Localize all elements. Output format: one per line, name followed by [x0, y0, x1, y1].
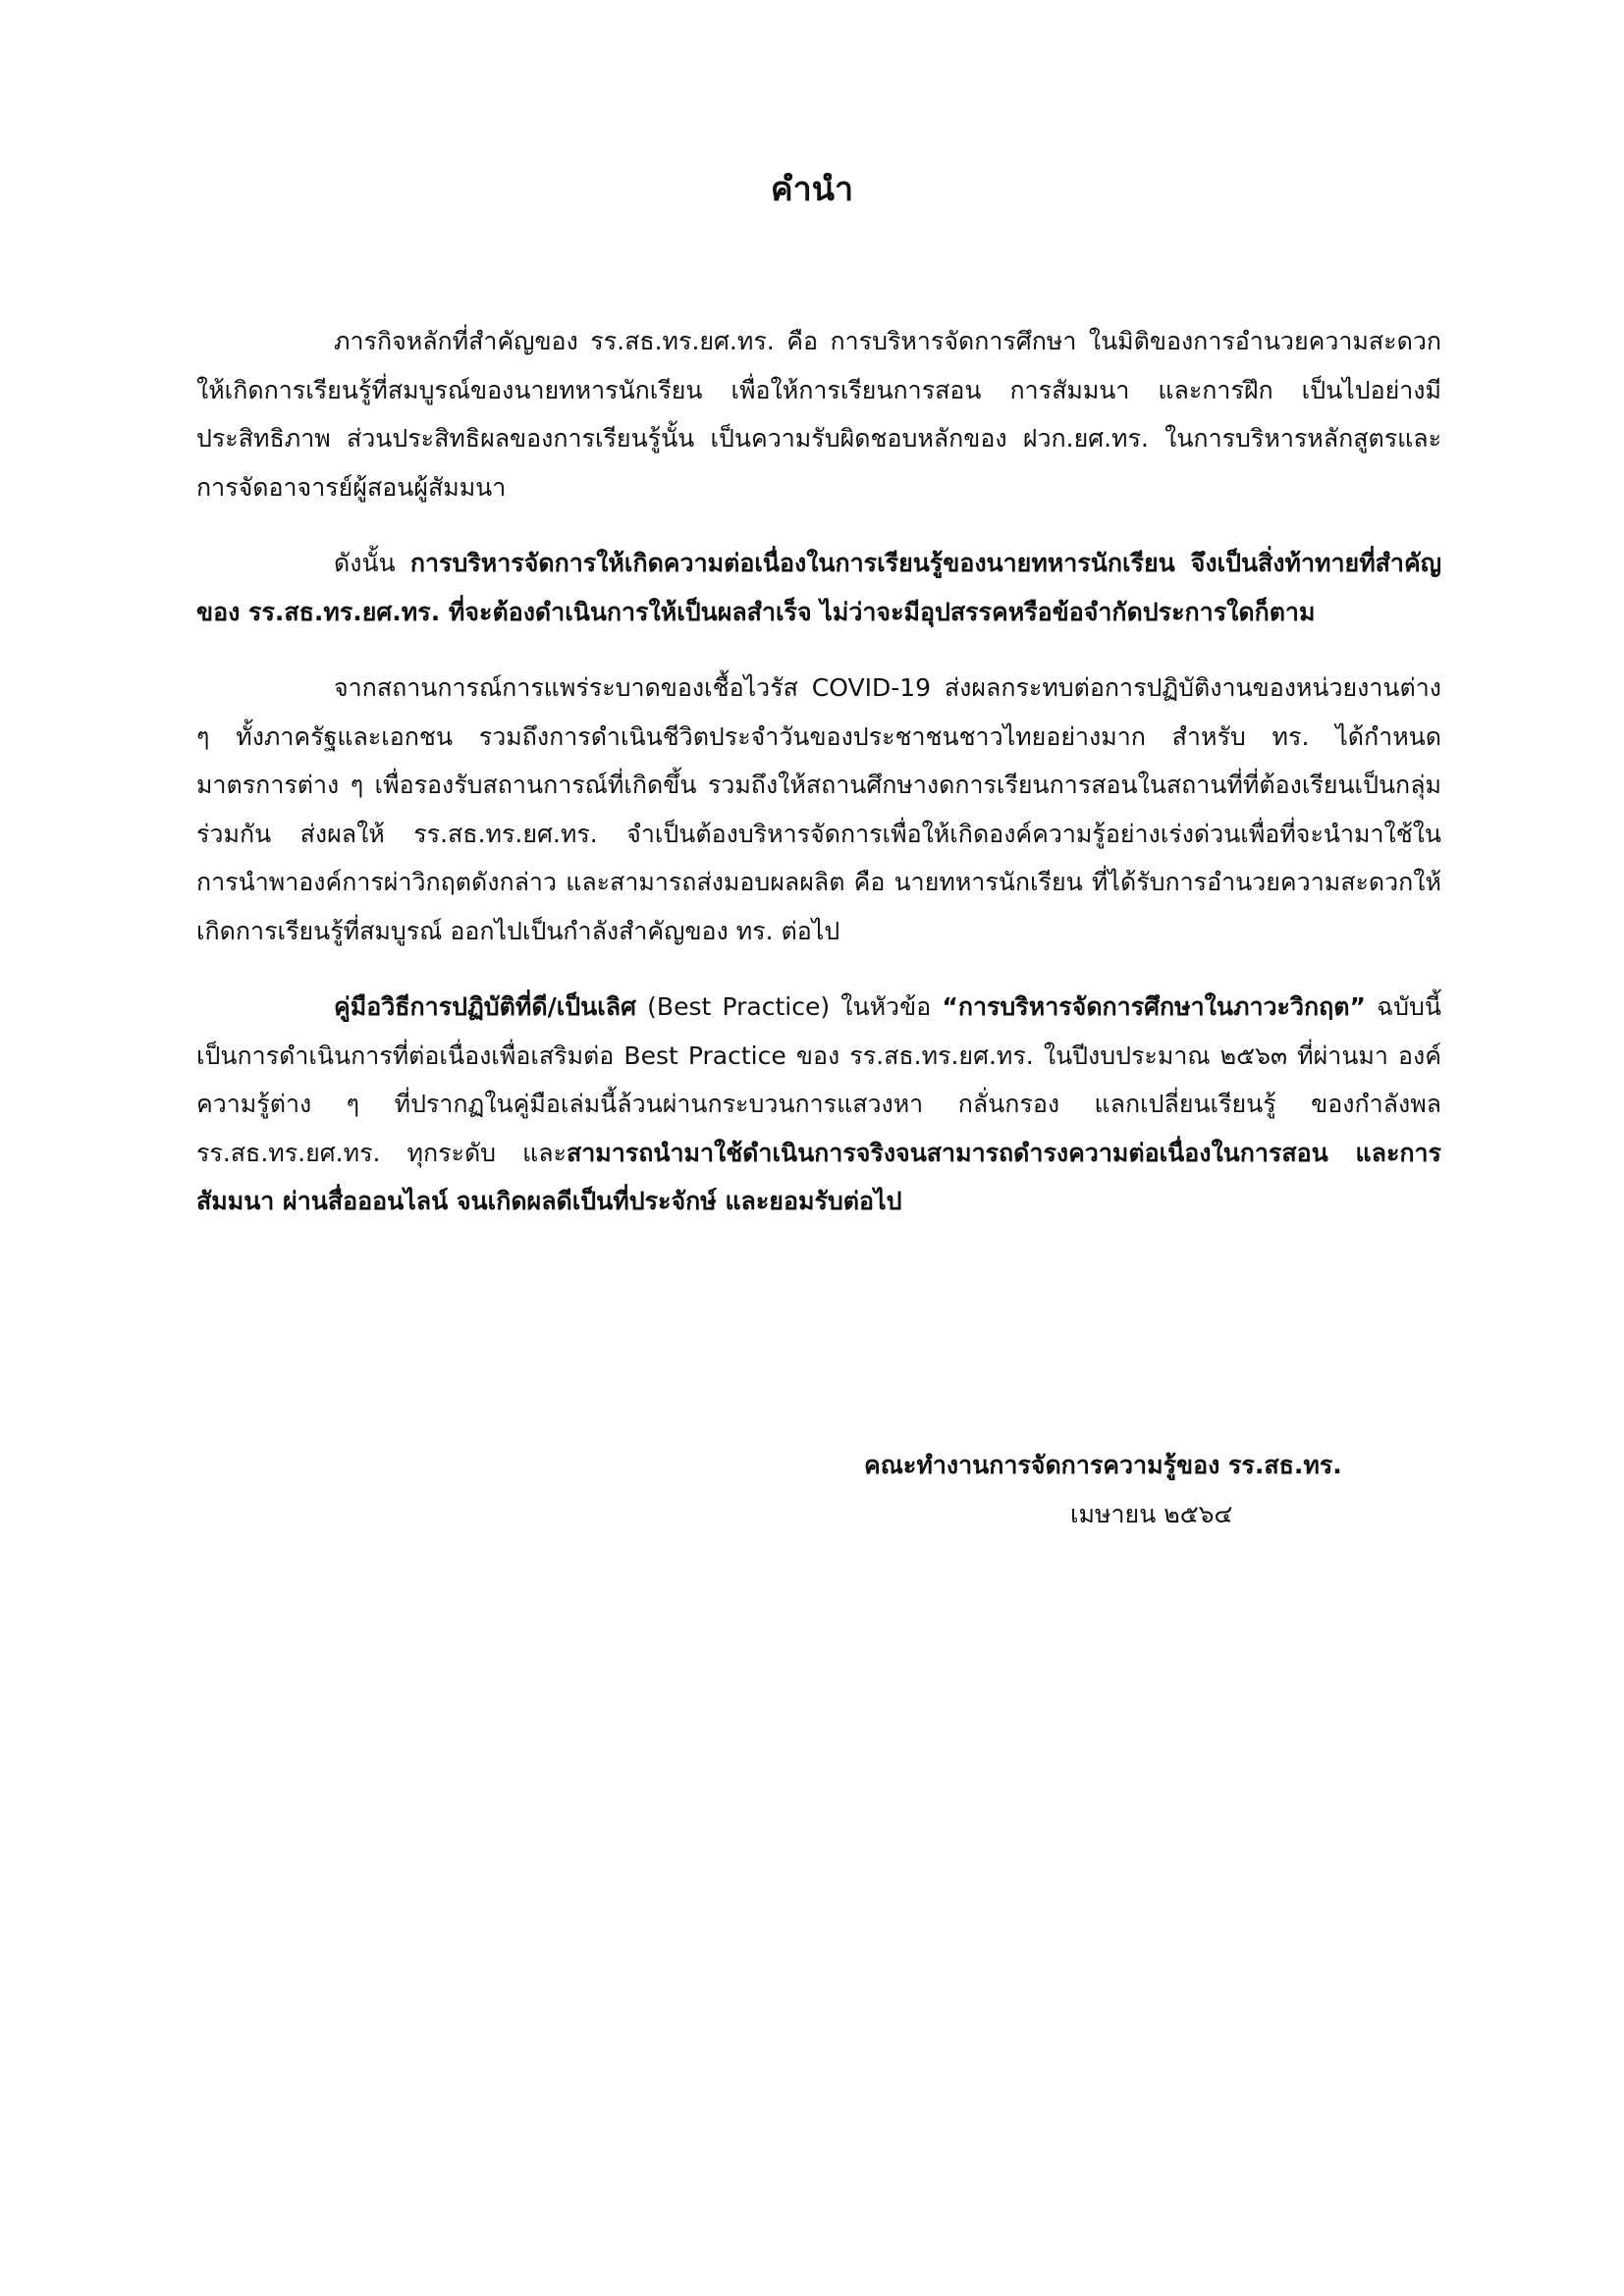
paragraph-3 — [196, 664, 1441, 955]
paragraph-1 — [196, 317, 1441, 511]
paragraph-3-text: จากสถานการณ์การแพร่ระบาดของเชื้อไวรัส COVID-19 ส่งผลกระทบต่อการปฏิบัติงานของหน่วยงานต่าง ๆ ทั้งภาครัฐและเอกชน รวมถึงการดำเนินชีวิตประจำวันของประชาชนชาวไทยอย่างมาก สำหรับ ทร. ได้กำหนดมาตรการต่าง ๆ เพื่อรองรับสถานการณ์ที่เกิดขึ้น รวมถึงให้สถานศึกษางดการเรียนการสอนในสถานที่ที่ต้องเรียนเป็นกลุ่มร่วมกัน ส่งผลให้ รร.สธ.ทร.ยศ.ทร. จำเป็นต้องบริหารจัดการเพื่อให้เกิดองค์ความรู้อย่างเร่งด่วนเพื่อที่จะนำมาใช้ในการนำพาองค์การผ่าวิกฤตดังกล่าว และสามารถส่งมอบผลผลิต คือ นายทหารนักเรียน ที่ได้รับการอำนวยความสะดวกให้เกิดการเรียนรู้ที่สมบูรณ์ ออกไปเป็นกำลังสำคัญของ ทร. ต่อไป — [196, 673, 1441, 945]
paragraph-2-emphasis: การบริหารจัดการให้เกิดความต่อเนื่องในการเรียนรู้ของนายทหารนักเรียน จึงเป็นสิ่งท้าทายที่สำคัญของ รร.สธ.ทร.ยศ.ทร. ที่จะต้องดำเนินการให้เป็นผลสำเร็จ ไม่ว่าจะมีอุปสรรคหรือข้อจำกัดประการใดก็ตาม — [196, 549, 1441, 626]
page-title: คำนำ — [770, 170, 854, 209]
paragraph-1-text: ภารกิจหลักที่สำคัญของ รร.สธ.ทร.ยศ.ทร. คือ การบริหารจัดการศึกษา ในมิติของการอำนวยความสะดวกให้เกิดการเรียนรู้ที่สมบูรณ์ของนายทหารนักเรียน เพื่อให้การเรียนการสอน การสัมมนา และการฝึก เป็นไปอย่างมีประสิทธิภาพ ส่วนประสิทธิผลของการเรียนรู้นั้น เป็นความรับผิดชอบหลักของ ฝวก.ยศ.ทร. ในการบริหารหลักสูตรและการจัดอาจารย์ผู้สอนผู้สัมมนา — [196, 327, 1441, 502]
document-body — [196, 317, 1441, 1254]
paragraph-2 — [196, 539, 1441, 636]
paragraph-4 — [196, 983, 1441, 1226]
paragraph-4-text-2: ฉบับนี้ เป็นการดำเนินการที่ต่อเนื่องเพื่อเสริมต่อ Best Practice ของ รร.สธ.ทร.ยศ.ทร. ในปีงบประมาณ ๒๕๖๓ ที่ผ่านมา องค์ความรู้ต่าง ๆ ที่ปรากฏในคู่มือเล่มนี้ล้วนผ่านกระบวนการแสวงหา กลั่นกรอง แลกเปลี่ยนเรียนรู้ ของกำลังพล รร.สธ.ทร.ยศ.ทร. ทุกระดับ และ — [196, 992, 1441, 1167]
paragraph-4-text-1: (Best Practice) ในหัวข้อ — [635, 992, 943, 1021]
paragraph-2-lead: ดังนั้น — [334, 549, 410, 577]
signature-organization: คณะทำงานการจัดการความรู้ของ รร.สธ.ทร. — [864, 1451, 1342, 1479]
paragraph-4-topic: “การบริหารจัดการศึกษาในภาวะวิกฤต” — [942, 992, 1366, 1021]
signature-block — [864, 1441, 1453, 1539]
paragraph-4-emphasis: สามารถนำมาใช้ดำเนินการจริงจนสามารถดำรงความต่อเนื่องในการสอน และการสัมมนา ผ่านสื่อออนไลน์ จนเกิดผลดีเป็นที่ประจักษ์ และยอมรับต่อไป — [196, 1138, 1441, 1215]
paragraph-4-manual-title: คู่มือวิธีการปฏิบัติที่ดี/เป็นเลิศ — [334, 992, 636, 1021]
signature-date: เมษายน ๒๕๖๔ — [1070, 1500, 1233, 1528]
